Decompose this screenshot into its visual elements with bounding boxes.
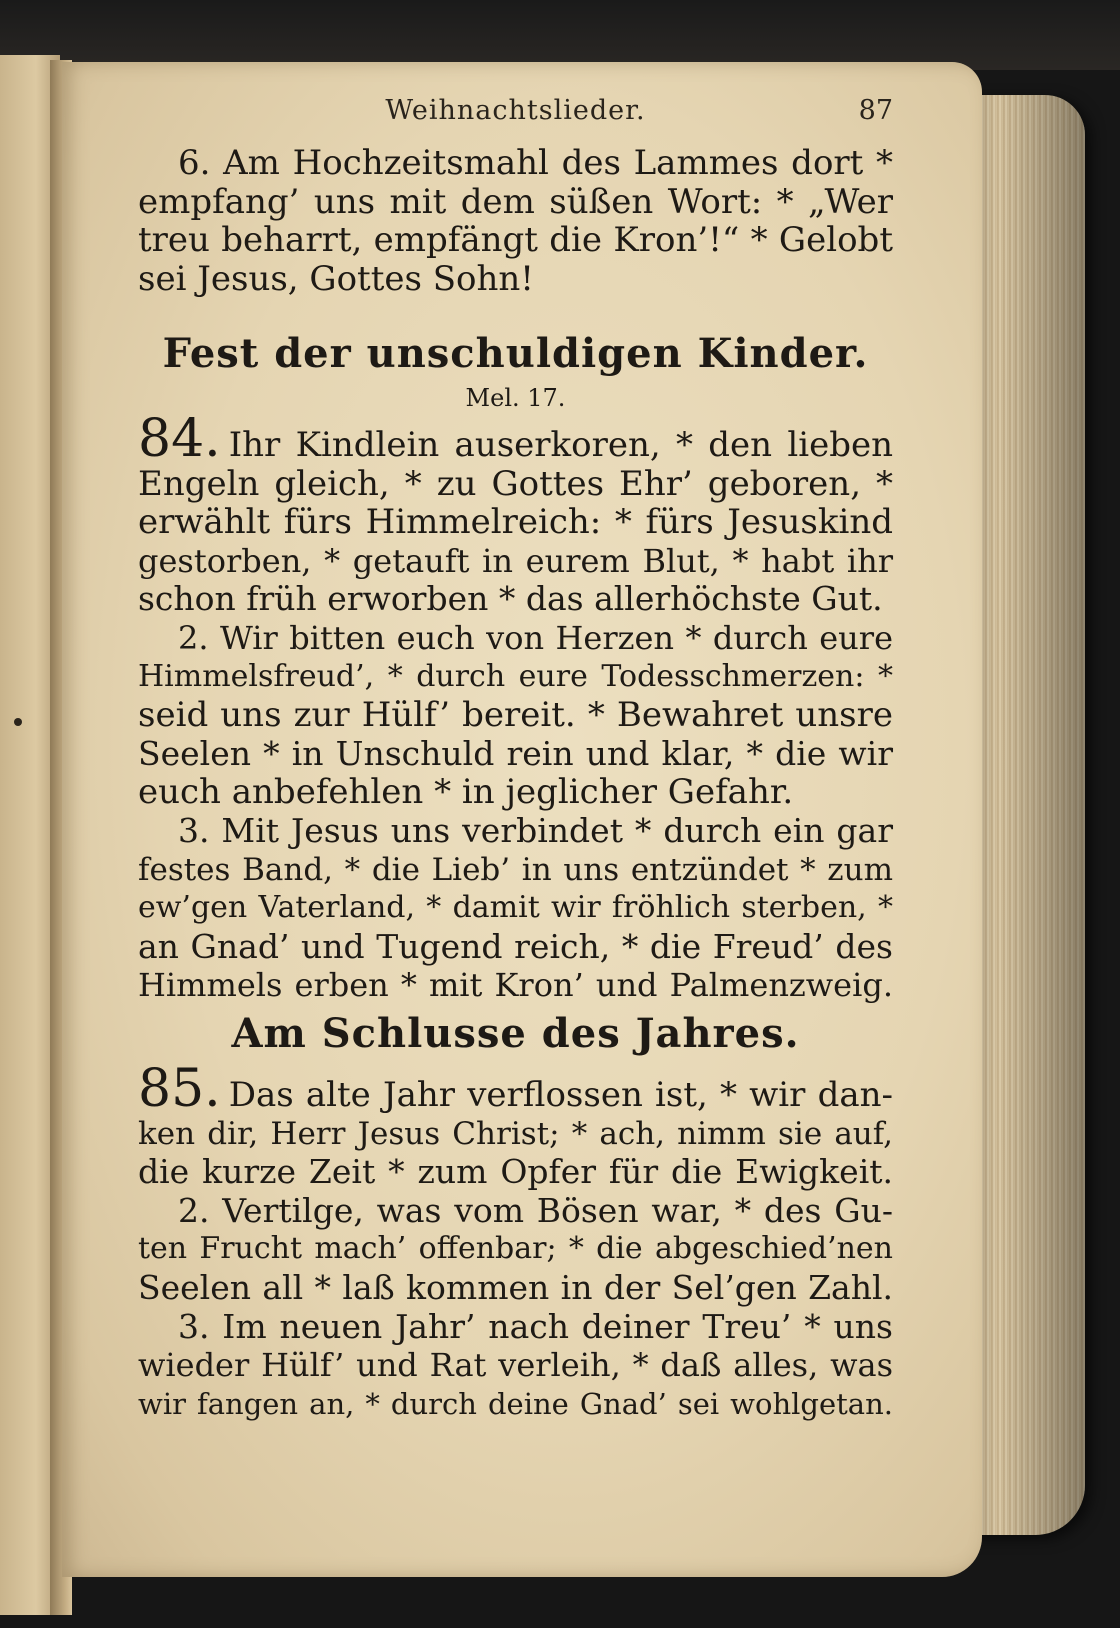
- song-number: 85.: [138, 1059, 221, 1119]
- song-85: [138, 1010, 893, 1423]
- text-line: 3. Mit Jesus uns verbindet * durch ein gar: [178, 810, 893, 850]
- melody-reference: Mel. 17.: [465, 384, 566, 412]
- text-line: die kurze Zeit * zum Opfer für die Ewigkeit.: [138, 1152, 893, 1192]
- text-line: festes Band, * die Lieb’ in uns entzündet * zum: [138, 851, 893, 888]
- ink-dot: [14, 718, 22, 726]
- text-line: 6. Am Hochzeitsmahl des Lammes dort *: [178, 143, 893, 183]
- text-line: empfang’ uns mit dem süßen Wort: * „Wer: [138, 181, 893, 222]
- text-line: [138, 409, 893, 469]
- text-line: 3. Im neuen Jahr’ nach deiner Treu’ * uns: [178, 1306, 893, 1346]
- text-line: 2. Vertilge, was vom Bösen war, * des Gu-: [178, 1190, 893, 1230]
- text-line: wir fangen an, * durch deine Gnad’ sei wohlgetan.: [138, 1386, 893, 1421]
- book-cover: [0, 0, 1120, 70]
- text-line: Seelen all * laß kommen in der Sel’gen Zahl.: [138, 1267, 893, 1307]
- text-line: euch anbefehlen * in jeglicher Gefahr.: [138, 772, 794, 813]
- text-line: seid uns zur Hülf’ bereit. * Bewahret unsre: [138, 695, 893, 736]
- header-title: Weihnachtslieder.: [385, 95, 646, 126]
- song-84: [138, 330, 893, 1005]
- text-line-content: Ihr Kindlein auserkoren, * den lieben: [228, 425, 893, 465]
- text-line: ken dir, Herr Jesus Christ; * ach, nimm sie auf,: [138, 1115, 893, 1152]
- text-line: gestorben, * getauft in eurem Blut, * habt ihr: [138, 541, 893, 580]
- text-line: 2. Wir bitten euch von Herzen * durch eure: [178, 618, 893, 657]
- page-number: 87: [858, 95, 893, 126]
- text-line: Himmels erben * mit Kron’ und Palmenzweig.: [138, 966, 893, 1005]
- section-heading: Fest der unschuldigen Kinder.: [162, 330, 869, 377]
- text-line: schon früh erworben * das allerhöchste Gut.: [138, 579, 883, 619]
- song-number: 84.: [138, 409, 221, 469]
- text-line: an Gnad’ und Tugend reich, * die Freud’ des: [138, 926, 893, 966]
- section-heading: Am Schlusse des Jahres.: [231, 1010, 800, 1057]
- text-line: erwählt fürs Himmelreich: * fürs Jesuskind: [138, 502, 893, 543]
- text-line: ew’gen Vaterland, * damit wir fröhlich sterben, *: [138, 890, 893, 926]
- running-header: [138, 95, 893, 131]
- verse-prev: [138, 144, 893, 298]
- text-line: treu beharrt, empfängt die Kron’!“ * Gelobt: [138, 220, 893, 261]
- text-line: ten Frucht mach’ offenbar; * die abgeschied’nen: [138, 1231, 893, 1267]
- text-line: Seelen * in Unschuld rein und klar, * die wir: [138, 733, 893, 773]
- text-line: [138, 1059, 893, 1119]
- text-line: wieder Hülf’ und Rat verleih, * daß alles, was: [138, 1346, 893, 1385]
- text-line-content: Das alte Jahr verflossen ist, * wir dan-: [228, 1075, 893, 1115]
- text-line: Himmelsfreud’, * durch eure Todesschmerzen: *: [138, 658, 893, 694]
- text-line: sei Jesus, Gottes Sohn!: [138, 258, 534, 299]
- text-line: Engeln gleich, * zu Gottes Ehr’ geboren, *: [138, 463, 893, 504]
